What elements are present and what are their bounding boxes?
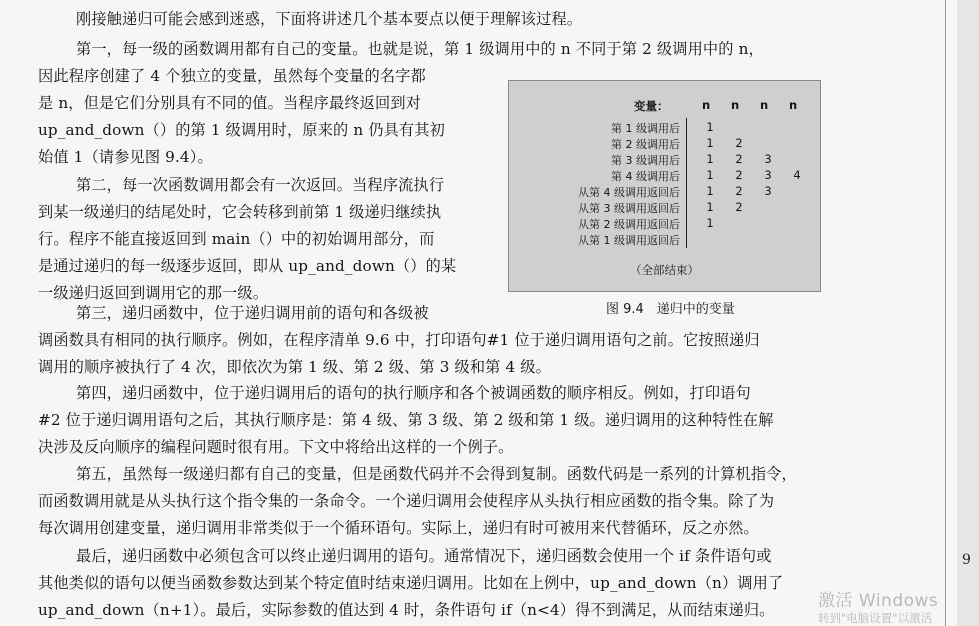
page-edge-mark: 9 [962, 552, 971, 568]
paragraph-5-line-2: 而函数调用就是从头执行这个指令集的一条命令。一个递归调用会使程序从头执行相应函数的指令集。除了为 [38, 492, 775, 510]
page-edge-line [945, 0, 946, 626]
paragraph-4-line-3: 决涉及反向顺序的编程问题时很有用。下文中将给出这样的一个例子。 [38, 438, 514, 456]
figure-cell: 1 [706, 152, 714, 166]
figure-row-label: 从第 4 级调用返回后 [578, 186, 680, 199]
paragraph-1-line-1: 第一，每一级的函数调用都有自己的变量。也就是说，第 1 级调用中的 n 不同于第 2 级调用中的 n， [76, 40, 764, 58]
paragraph-3-line-3: 调用的顺序被执行了 4 次，即依次为第 1 级、第 2 级、第 3 级和第 4 级。 [38, 358, 551, 376]
paragraph-2-line-1: 第二，每一次函数调用都会有一次返回。当程序流执行 [76, 176, 445, 194]
figure-cell: 1 [706, 200, 714, 214]
paragraph-1-line-3: 是 n，但是它们分别具有不同的值。当程序最终返回到对 [38, 94, 422, 112]
figure-recursion-variables [508, 80, 821, 292]
figure-cell: 3 [764, 184, 772, 198]
paragraph-3-line-1: 第三，递归函数中，位于递归调用前的语句和各级被 [76, 304, 429, 322]
figure-cell: 1 [706, 184, 714, 198]
paragraph-1-line-4: up_and_down（）的第 1 级调用时，原来的 n 仍具有其初 [38, 121, 445, 139]
paragraph-5-line-1: 第五，虽然每一级递归都有自己的变量，但是函数代码并不会得到复制。函数代码是一系列的计算机指令， [76, 465, 797, 483]
windows-activation-hint: 转到"电脑设置"以激活 [818, 611, 933, 625]
figure-row-label: 从第 3 级调用返回后 [578, 202, 680, 215]
figure-row-label: 第 2 级调用后 [611, 138, 680, 151]
figure-row-label: 第 1 级调用后 [611, 122, 680, 135]
figure-cell: 1 [706, 120, 714, 134]
paragraph-3-line-2: 调函数具有相同的执行顺序。例如，在程序清单 9.6 中，打印语句#1 位于递归调用语句之前。它按照递归 [38, 331, 760, 349]
figure-header-label: 变量： [634, 99, 669, 113]
figure-header-col: n [702, 98, 711, 112]
figure-cell: 1 [706, 216, 714, 230]
figure-cell: 4 [793, 168, 801, 182]
figure-header-col: n [760, 98, 769, 112]
paragraph-1-line-5: 始值 1（请参见图 9.4）。 [38, 148, 213, 166]
paragraph-2-line-2: 到某一级递归的结尾处时，它会转移到前第 1 级递归继续执 [38, 203, 442, 221]
paragraph-4-line-2: #2 位于递归调用语句之后，其执行顺序是：第 4 级、第 3 级、第 2 级和第 1 级。递归调用的这种特性在解 [38, 411, 774, 429]
figure-cell: 1 [706, 136, 714, 150]
paragraph-1-line-2: 因此程序创建了 4 个独立的变量，虽然每个变量的名字都 [38, 67, 426, 85]
figure-cell: 1 [706, 168, 714, 182]
figure-cell: 3 [764, 152, 772, 166]
figure-row-label: 第 4 级调用后 [611, 170, 680, 183]
paragraph-2-line-5: 一级递归返回到调用它的那一级。 [38, 284, 269, 302]
figure-header-col: n [731, 98, 740, 112]
figure-cell: 2 [735, 200, 743, 214]
figure-row-label: 第 3 级调用后 [611, 154, 680, 167]
figure-divider [686, 118, 687, 248]
figure-row-label: 从第 2 级调用返回后 [578, 218, 680, 231]
paragraph-2-line-4: 是通过递归的每一级逐步返回，即从 up_and_down（）的某 [38, 257, 457, 275]
figure-cell: 2 [735, 184, 743, 198]
paragraph-6-line-3: up_and_down（n+1）。最后，实际参数的值达到 4 时，条件语句 if（n<4）得不到满足，从而结束递归。 [38, 601, 775, 619]
paragraph-intro: 刚接触递归可能会感到迷惑，下面将讲述几个基本要点以便于理解该过程。 [76, 10, 583, 28]
figure-cell: 2 [735, 168, 743, 182]
figure-cell: 2 [735, 152, 743, 166]
page-edge-shadow [957, 0, 979, 626]
paragraph-5-line-3: 每次调用创建变量，递归调用非常类似于一个循环语句。实际上，递归有时可被用来代替循环，反之亦然。 [38, 519, 759, 537]
paragraph-6-line-2: 其他类似的语句以便当函数参数达到某个特定值时结束递归调用。比如在上例中，up_and_down（n）调用了 [38, 574, 784, 592]
figure-header-col: n [789, 98, 798, 112]
figure-row-label: 从第 1 级调用返回后 [578, 234, 680, 247]
figure-cell: 2 [735, 136, 743, 150]
windows-activation-watermark: 激活 Windows [818, 591, 939, 611]
figure-caption: 图 9.4 递归中的变量 [606, 302, 735, 317]
paragraph-2-line-3: 行。程序不能直接返回到 main（）中的初始调用部分，而 [38, 230, 435, 248]
paragraph-4-line-1: 第四，递归函数中，位于递归调用后的语句的执行顺序和各个被调函数的顺序相反。例如，打印语句 [76, 384, 751, 402]
figure-cell: 3 [764, 168, 772, 182]
paragraph-6-line-1: 最后，递归函数中必须包含可以终止递归调用的语句。通常情况下，递归函数会使用一个 if 条件语句或 [76, 547, 772, 565]
figure-end-label: （全部结束） [630, 263, 699, 277]
